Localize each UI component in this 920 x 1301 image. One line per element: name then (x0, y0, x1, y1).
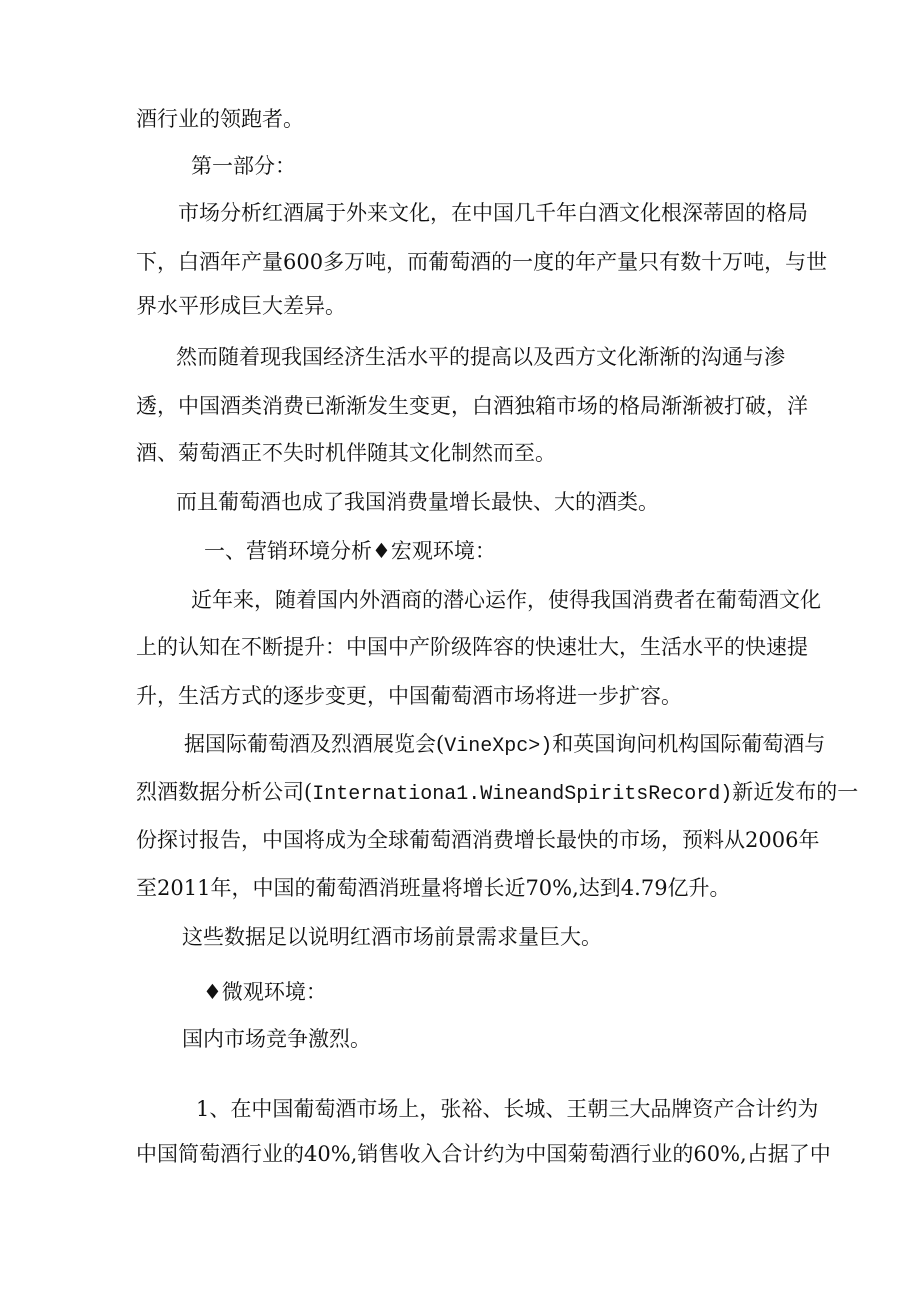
paragraph-line: 然而随着现我国经济生活水平的提高以及西方文化渐渐的沟通与渗 (176, 345, 785, 369)
text-segment: 烈酒数据分析公司( (136, 780, 313, 804)
paragraph-line: 上的认知在不断提升：中国中产阶级阵容的快速壮大，生活水平的快速提 (136, 635, 808, 659)
paragraph-line (184, 734, 825, 757)
paragraph-line: 而且葡萄酒也成了我国消费量增长最快、大的酒类。 (176, 490, 659, 514)
text-segment: 新近发布的一 (732, 780, 859, 804)
paragraph-line: 透，中国酒类消费已渐渐发生变更，白酒独箱市场的格局渐渐被打破，洋 (136, 394, 808, 418)
text-segment: 据国际葡萄酒及烈酒展览会( (184, 732, 445, 756)
paragraph-line: 下，白酒年产量600多万吨，而葡萄酒的一度的年产量只有数十万吨，与世 (136, 250, 828, 274)
paragraph-line: 近年来，随着国内外酒商的潜心运作，使得我国消费者在葡萄酒文化 (191, 588, 821, 612)
section-heading: 一、营销环境分析♦宏观环境： (204, 539, 496, 563)
section-heading: ♦微观环境： (203, 980, 327, 1004)
paragraph-line: 界水平形成巨大差异。 (136, 294, 346, 318)
paragraph-line: 1、在中国葡萄酒市场上，张裕、长城、王朝三大品牌资产合计约为 (196, 1097, 819, 1121)
text-segment: VineXpc>) (444, 735, 553, 758)
paragraph-line: 酒行业的领跑者。 (136, 107, 304, 131)
paragraph-line: 中国简萄酒行业的40%,销售收入合计约为中国菊萄酒行业的60%,占据了中 (136, 1142, 831, 1166)
paragraph-line (136, 782, 858, 805)
paragraph-line: 升，生活方式的逐步变更，中国葡萄酒市场将进一步扩容。 (136, 684, 682, 708)
paragraph-line: 酒、菊萄酒正不失时机伴随其文化制然而至。 (136, 441, 556, 465)
paragraph-line: 至2011年，中国的葡萄酒消班量将增长近70%,达到4.79亿升。 (136, 876, 731, 900)
text-segment: 和英国询问机构国际葡萄酒与 (552, 732, 826, 756)
paragraph-line: 市场分析红酒属于外来文化，在中国几千年白酒文化根深蒂固的格局 (178, 201, 808, 225)
section-heading: 第一部分： (191, 154, 296, 178)
text-segment: Internationa1.WineandSpiritsRecord) (312, 783, 733, 806)
paragraph-line: 这些数据足以说明红酒市场前景需求量巨大。 (182, 925, 602, 949)
paragraph-line: 国内市场竞争激烈。 (182, 1027, 371, 1051)
paragraph-line: 份探讨报告，中国将成为全球葡萄酒消费增长最快的市场，预料从2006年 (136, 828, 820, 852)
